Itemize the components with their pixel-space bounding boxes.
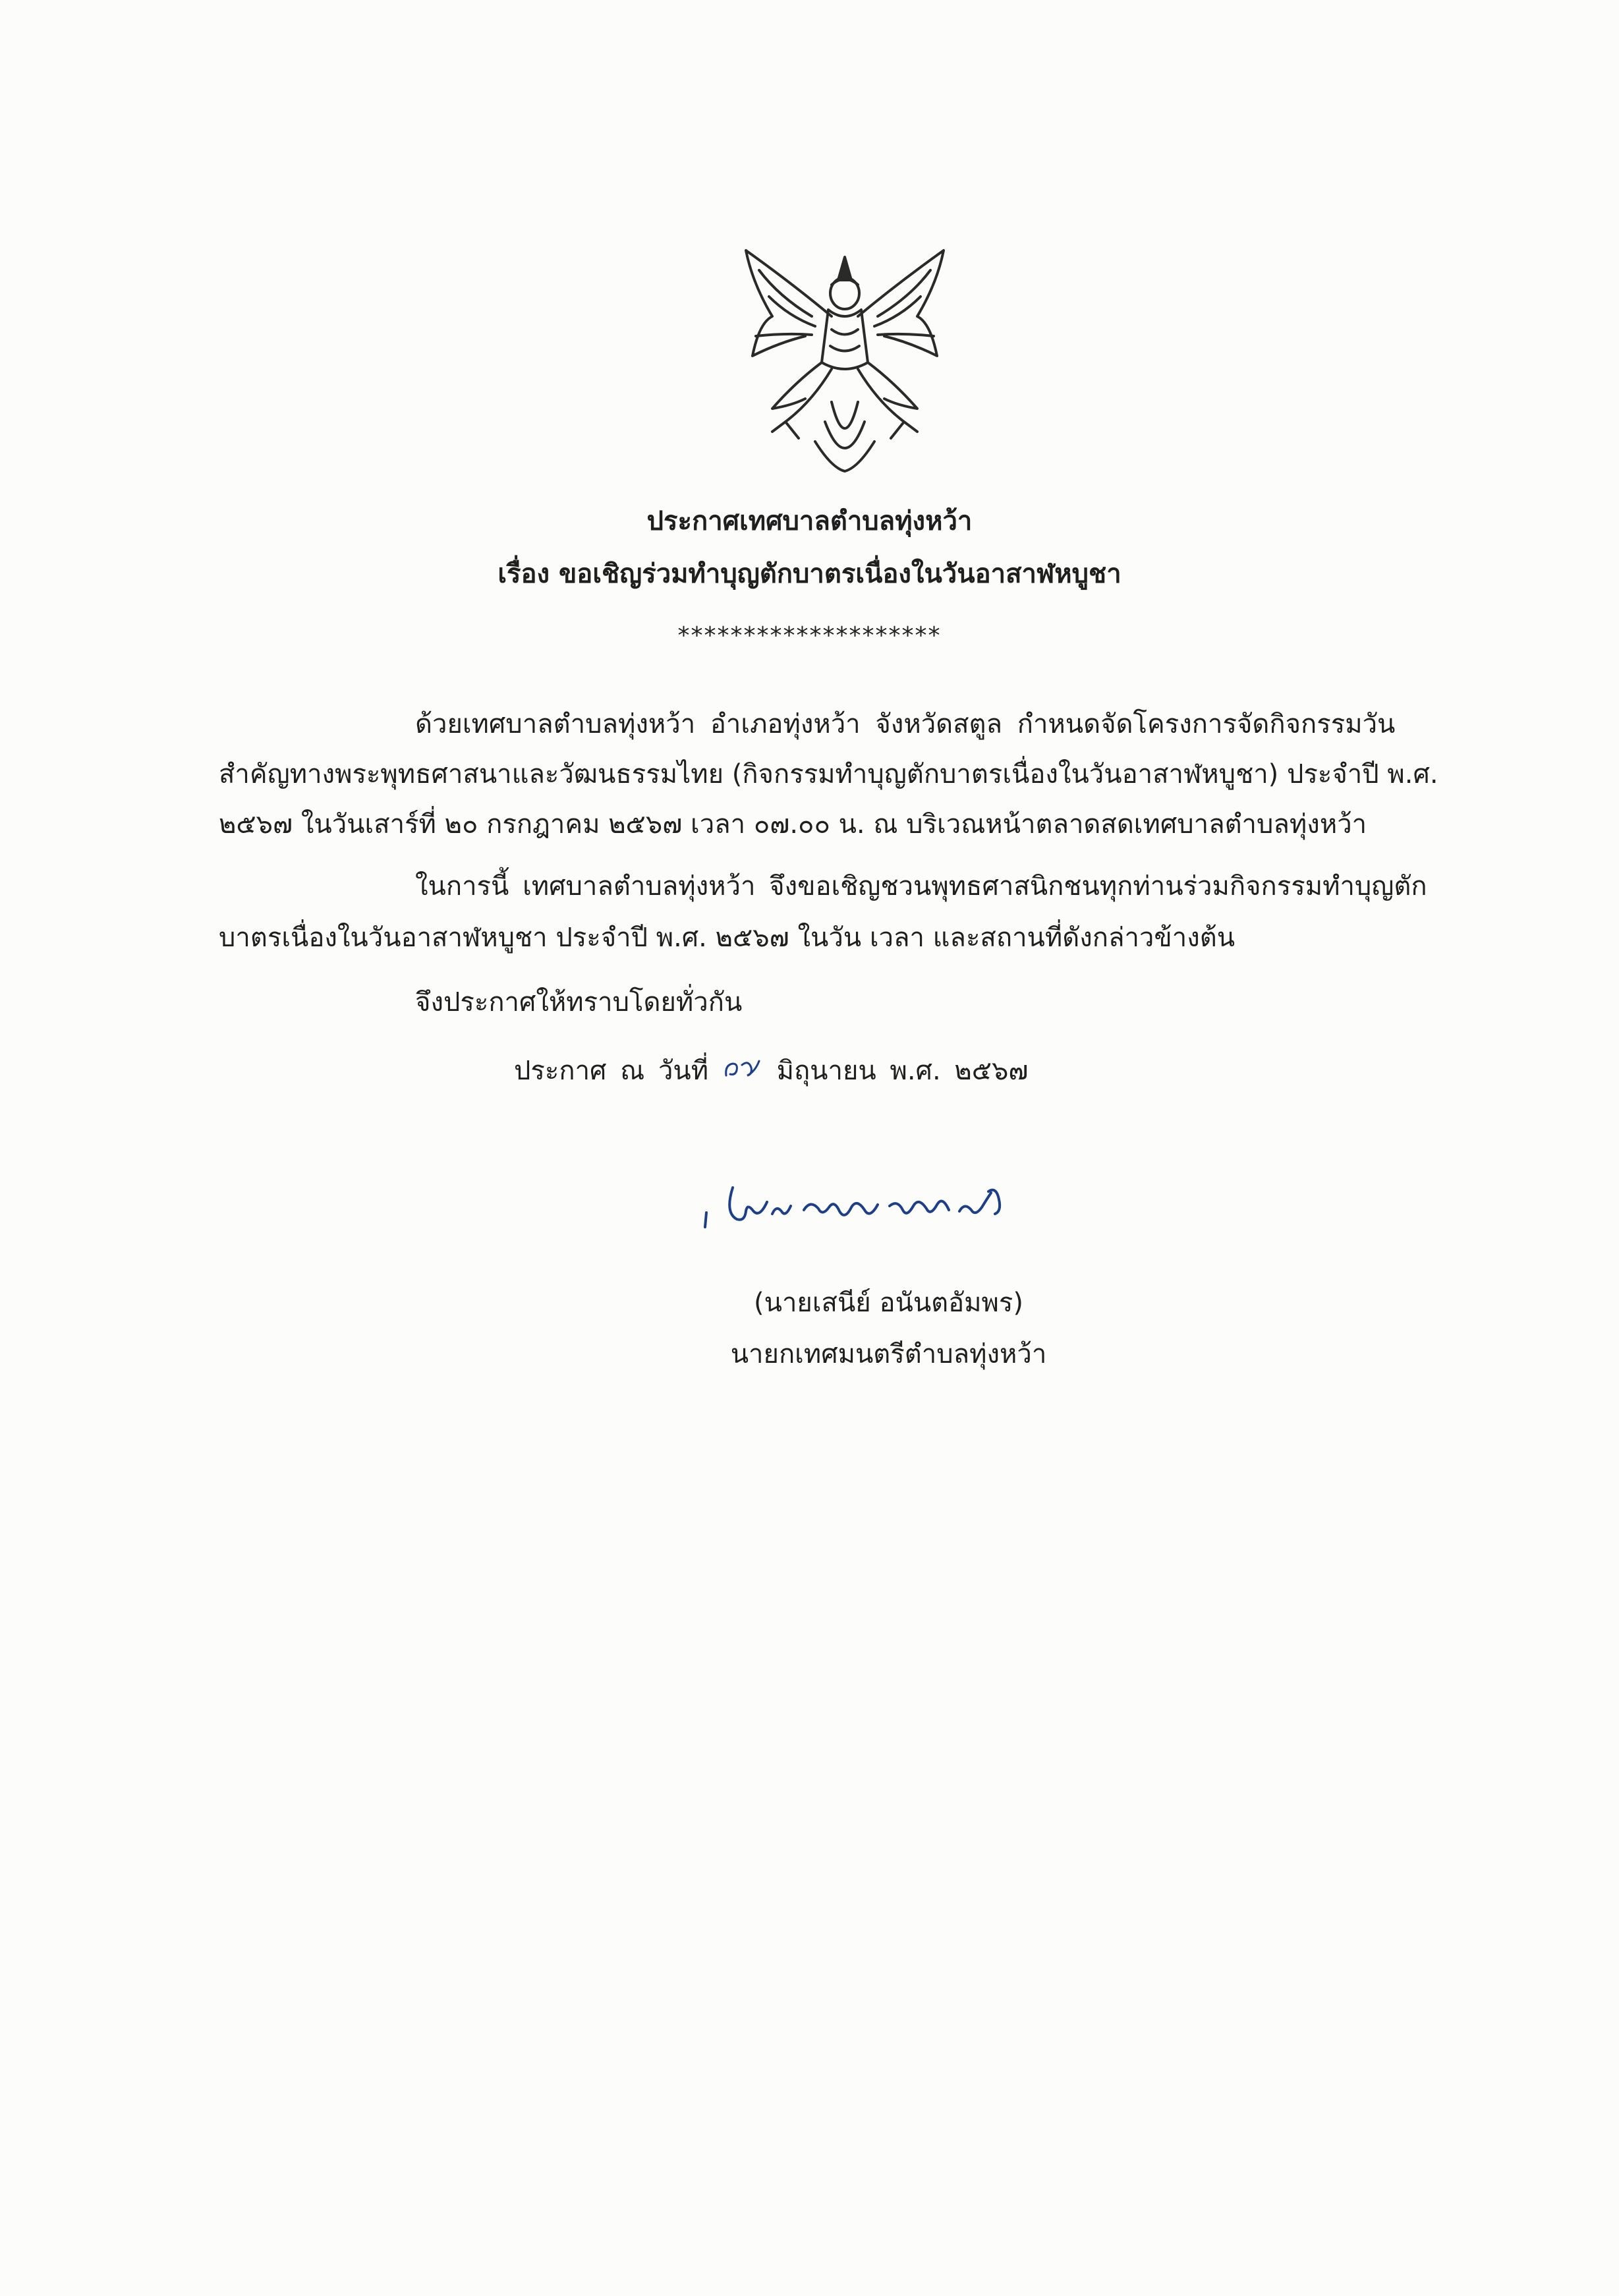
announcement-date bbox=[514, 1049, 1028, 1091]
paragraph-1-line-1: ด้วยเทศบาลตำบลทุ่งหว้า อำเภอทุ่งหว้า จังหวัดสตูล กำหนดจัดโครงการจัดกิจกรรมวัน bbox=[415, 709, 1396, 739]
signer-position: นายกเทศมนตรีตำบลทุ่งหว้า bbox=[730, 1339, 1047, 1369]
paragraph-2-line-1: ในการนี้ เทศบาลตำบลทุ่งหว้า จึงขอเชิญชวนพุทธศาสนิกชนทุกท่านร่วมกิจกรรมทำบุญตัก bbox=[415, 871, 1427, 902]
handwritten-signature-icon bbox=[698, 1173, 1028, 1246]
paragraph-1-line-3: ๒๕๖๗ ในวันเสาร์ที่ ๒๐ กรกฎาคม ๒๕๖๗ เวลา ๐๗.๐๐ น. ณ บริเวณหน้าตลาดสดเทศบาลตำบลทุ่งหว้า bbox=[219, 809, 1367, 840]
date-suffix: มิถุนายน พ.ศ. ๒๕๖๗ bbox=[776, 1056, 1029, 1086]
signer-name: (นายเสนีย์ อนันตอัมพร) bbox=[754, 1288, 1023, 1318]
handwritten-day-icon bbox=[722, 1056, 763, 1082]
garuda-emblem-icon bbox=[733, 244, 957, 481]
paragraph-1-line-2: สำคัญทางพระพุทธศาสนาและวัฒนธรรมไทย (กิจกรรมทำบุญตักบาตรเนื่องในวันอาสาฬหบูชา) ประจำปี พ.ศ. bbox=[219, 759, 1438, 789]
separator-line: ******************** bbox=[677, 622, 942, 649]
closing-statement: จึงประกาศให้ทราบโดยทั่วกัน bbox=[415, 987, 743, 1018]
announcement-subject: เรื่อง ขอเชิญร่วมทำบุญตักบาตรเนื่องในวันอาสาฬหบูชา bbox=[497, 559, 1122, 589]
date-prefix: ประกาศ ณ วันที่ bbox=[514, 1056, 709, 1086]
announcement-title: ประกาศเทศบาลตำบลทุ่งหว้า bbox=[646, 506, 973, 536]
paragraph-2-line-2: บาตรเนื่องในวันอาสาฬหบูชา ประจำปี พ.ศ. ๒๕๖๗ ในวัน เวลา และสถานที่ดังกล่าวข้างต้น bbox=[219, 923, 1236, 953]
